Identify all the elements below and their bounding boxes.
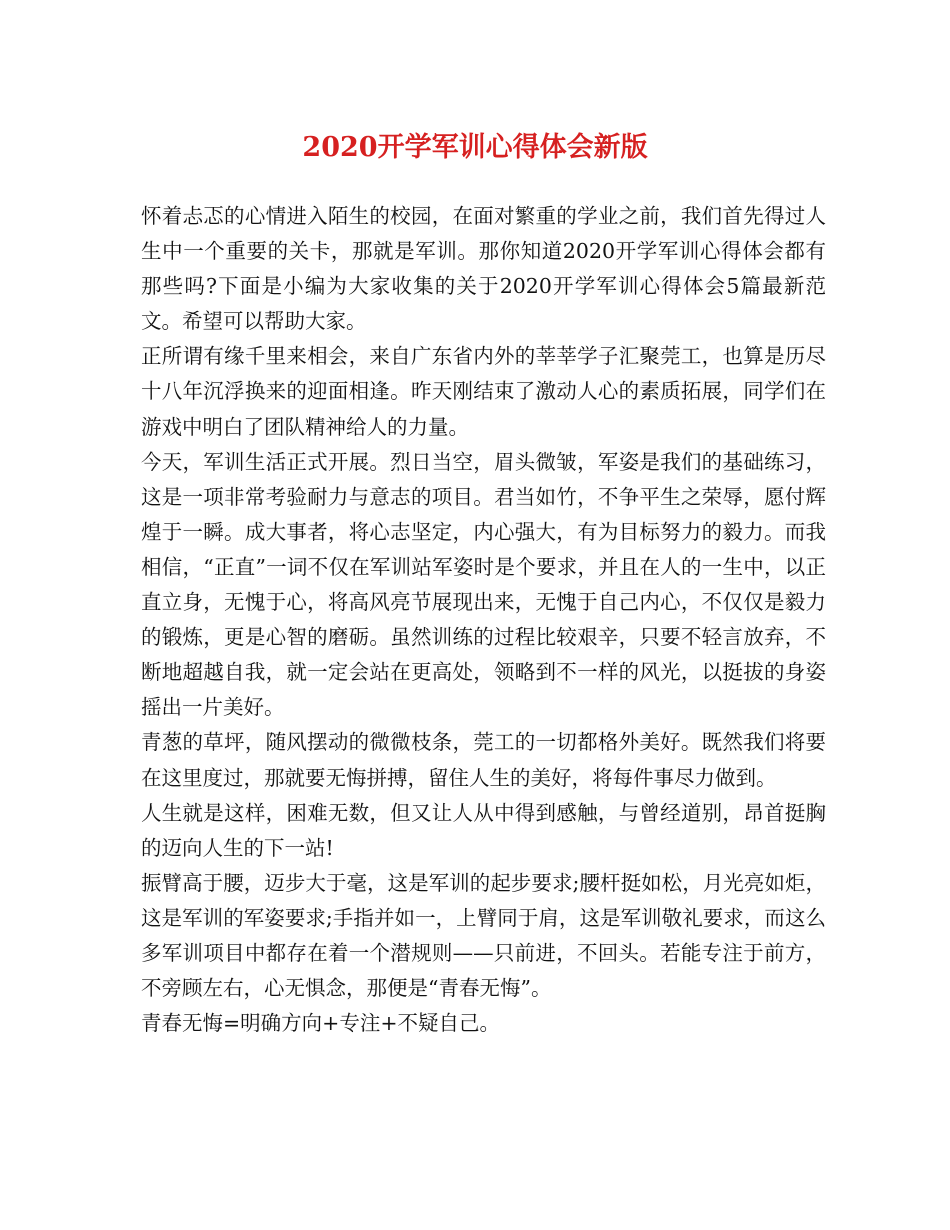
document-title: 2020开学军训心得体会新版 xyxy=(302,132,648,163)
paragraph: 振臂高于腰，迈步大于毫，这是军训的起步要求;腰杆挺如松，月光亮如炬，这是军训的军姿要求;手指并如一，上臂同于肩，这是军训敬礼要求，而这么多军训项目中都存在着一个潜规则——只前进，不回头。若能专注于前方，不旁顾左右，心无惧念，那便是“青春无悔”。 xyxy=(141,870,826,1001)
paragraph: 人生就是这样，困难无数，但又让人从中得到感触，与曾经道别，昂首挺胸的迈向人生的下一站! xyxy=(141,800,826,860)
paragraph: 正所谓有缘千里来相会，来自广东省内外的莘莘学子汇聚莞工，也算是历尽十八年沉浮换来的迎面相逢。昨天刚结束了激动人心的素质拓展，同学们在游戏中明白了团队精神给人的力量。 xyxy=(141,344,826,439)
paragraph: 怀着忐忑的心情进入陌生的校园，在面对繁重的学业之前，我们首先得过人生中一个重要的关卡，那就是军训。那你知道2020开学军训心得体会都有那些吗?下面是小编为大家收集的关于2020开学军训心得体会5篇最新范文。希望可以帮助大家。 xyxy=(141,204,826,334)
paragraph: 青葱的草坪，随风摆动的微微枝条，莞工的一切都格外美好。既然我们将要在这里度过，那就要无悔拼搏，留住人生的美好，将每件事尽力做到。 xyxy=(141,730,826,790)
document-body xyxy=(141,199,826,1041)
paragraph: 青春无悔=明确方向+专注+不疑自己。 xyxy=(141,1011,501,1036)
paragraph: 今天，军训生活正式开展。烈日当空，眉头微皱，军姿是我们的基础练习，这是一项非常考验耐力与意志的项目。君当如竹，不争平生之荣辱，愿付辉煌于一瞬。成大事者，将心志坚定，内心强大，有为目标努力的毅力。而我相信，“正直”一词不仅在军训站军姿时是个要求，并且在人的一生中，以正直立身，无愧于心，将高风亮节展现出来，无愧于自己内心，不仅仅是毅力的锻炼，更是心智的磨砺。虽然训练的过程比较艰辛，只要不轻言放弃，不断地超越自我，就一定会站在更高处，领略到不一样的风光，以挺拔的身姿摇出一片美好。 xyxy=(141,449,826,720)
